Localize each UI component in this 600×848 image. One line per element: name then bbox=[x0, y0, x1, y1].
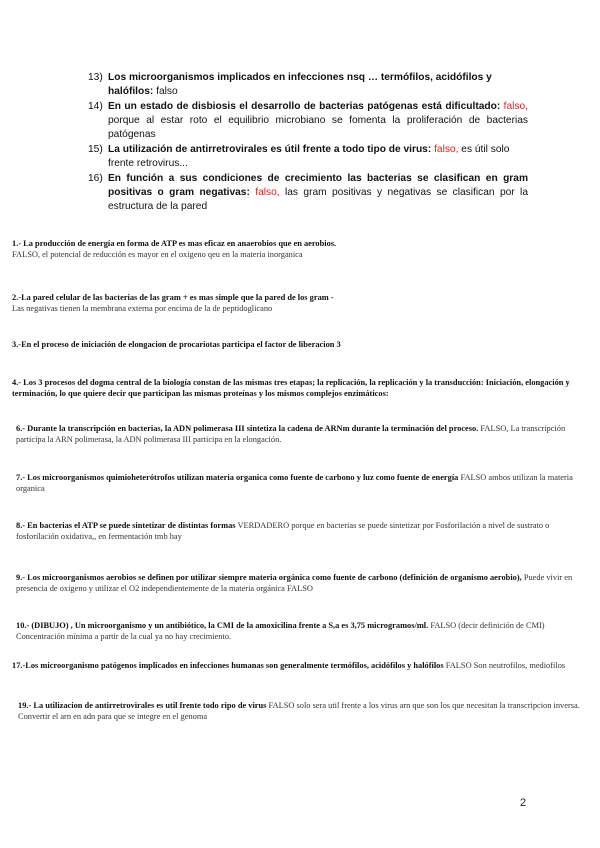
question-block bbox=[16, 423, 594, 445]
question-text: Los microorganismos implicados en infecciones nsq … termófilos, acidófilos y halófilos: bbox=[108, 72, 492, 97]
question-block bbox=[16, 572, 594, 594]
question-text: 8.- En bacterias el ATP se puede sintetizar de distintas formas bbox=[16, 521, 236, 530]
question-text: 17.-Los microorganismo patógenos implicados en infecciones humanas son generalmente termófilos, acidófilos y halófilos bbox=[12, 661, 444, 670]
question-text: 19.- La utilizacion de antirretrovirales es util frente todo ripo de virus bbox=[18, 701, 267, 710]
explanation-text: falso bbox=[156, 86, 178, 97]
question-text: 6.- Durante la transcripción en bacterias, la ADN polimerasa III sintetiza la cadena de ARNm durante la terminación del proceso. bbox=[16, 424, 479, 433]
answer-text: FALSO Son neutrofilos, mediofilos bbox=[445, 661, 566, 670]
question-text: 9.- Los microorganismos aerobios se definen por utilizar siempre materia orgánica como fuente de carbono (definición de organismo aerobio), bbox=[16, 573, 522, 582]
answer-text: FALSO, el potencial de reducción es mayor en el oxigeno qeu en la materia inorganica bbox=[12, 250, 303, 259]
question-block bbox=[18, 700, 594, 722]
question-block bbox=[16, 472, 594, 494]
list-item bbox=[88, 143, 528, 171]
explanation-text: es útil solo frente retrovirus... bbox=[108, 144, 510, 169]
list-item bbox=[88, 172, 528, 214]
question-text: En un estado de disbiosis el desarrollo de bacterias patógenas está dificultado: bbox=[108, 101, 501, 112]
answer-text: FALSO (decir definición de CMI) Concentración mínima a partir de la cual ya no hay crecimiento. bbox=[16, 621, 545, 641]
list-item bbox=[88, 71, 528, 99]
answer-label: falso, bbox=[434, 144, 459, 155]
answer-text: FALSO ambos utilizan la materia organica bbox=[16, 473, 573, 493]
question-block bbox=[12, 377, 594, 399]
item-number: 14) bbox=[88, 101, 103, 112]
question-text: En función a sus condiciones de crecimiento las bacterias se clasifican en gram positivas o gram negativas: bbox=[108, 173, 528, 198]
question-text: 1.- La producción de energía en forma de ATP es mas eficaz en anaerobios que en aerobios. bbox=[12, 239, 337, 248]
answer-text: FALSO, La transcripción participa la ARN polimerasa, la ADN polimerasa III participa en la elongación. bbox=[16, 424, 566, 444]
page-number: 2 bbox=[520, 797, 527, 809]
item-number: 13) bbox=[88, 72, 103, 83]
question-text: 10.- (DIBUJO) , Un microorganismo y un antibiótico, la CMI de la amoxicilina frente a S,a es 3,75 microgramos/ml. bbox=[16, 621, 429, 630]
question-text: 2.-La pared celular de las bacterias de las gram + es mas simple que la pared de los gram - bbox=[12, 293, 334, 302]
answer-label: falso, bbox=[255, 187, 280, 198]
item-number: 16) bbox=[88, 173, 103, 184]
question-text: La utilización de antirretrovirales es útil frente a todo tipo de virus: bbox=[108, 144, 432, 155]
question-block bbox=[16, 620, 594, 642]
question-text: 3.-En el proceso de iniciación de elongacion de procariotas participa el factor de liberacion 3 bbox=[12, 340, 341, 349]
question-block bbox=[12, 339, 592, 350]
explanation-text: porque al estar roto el equilibrio microbiano se fomenta la proliferación de bacterias patógenas bbox=[108, 115, 528, 140]
answer-text: VERDADERO porque en bacterias se puede sintetizar por Fosforilación a nivel de sustrato o fosforilación oxidativa,, en fermentación tmb hay bbox=[16, 521, 550, 541]
answer-text: FALSO solo sera util frente a los virus arn que son los que necesitan la transcripcion inversa. Convertir el arn en adn para que se integre en el genoma bbox=[18, 701, 580, 721]
numbered-list bbox=[88, 71, 528, 215]
question-block bbox=[12, 292, 592, 314]
question-block bbox=[12, 660, 594, 671]
question-block bbox=[16, 520, 594, 542]
question-block bbox=[12, 238, 592, 260]
explanation-text: las gram positivas y negativas se clasifican por la estructura de la pared bbox=[108, 187, 528, 212]
item-number: 15) bbox=[88, 144, 103, 155]
answer-text: Las negativas tienen la membrana externa por encima de la de peptidoglicano bbox=[12, 304, 273, 313]
question-text: 4.- Los 3 procesos del dogma central de la biología constan de las mismas tres etapas; la replicación, la replicación y la transducción: Iniciación, elongación y terminación, lo que quiere decir que participan las mismas proteínas y los mismos complejos enzimáticos: bbox=[12, 378, 570, 398]
list-item bbox=[88, 100, 528, 142]
question-text: 7.- Los microorganismos quimioheterótrofos utilizan materia organica como fuente de carbono y luz como fuente de energía bbox=[16, 473, 459, 482]
answer-text: Puede vivir en presencia de oxigeno y utilizar el O2 independientemente de la materia orgánica FALSO bbox=[16, 573, 573, 593]
answer-label: falso, bbox=[503, 101, 528, 112]
